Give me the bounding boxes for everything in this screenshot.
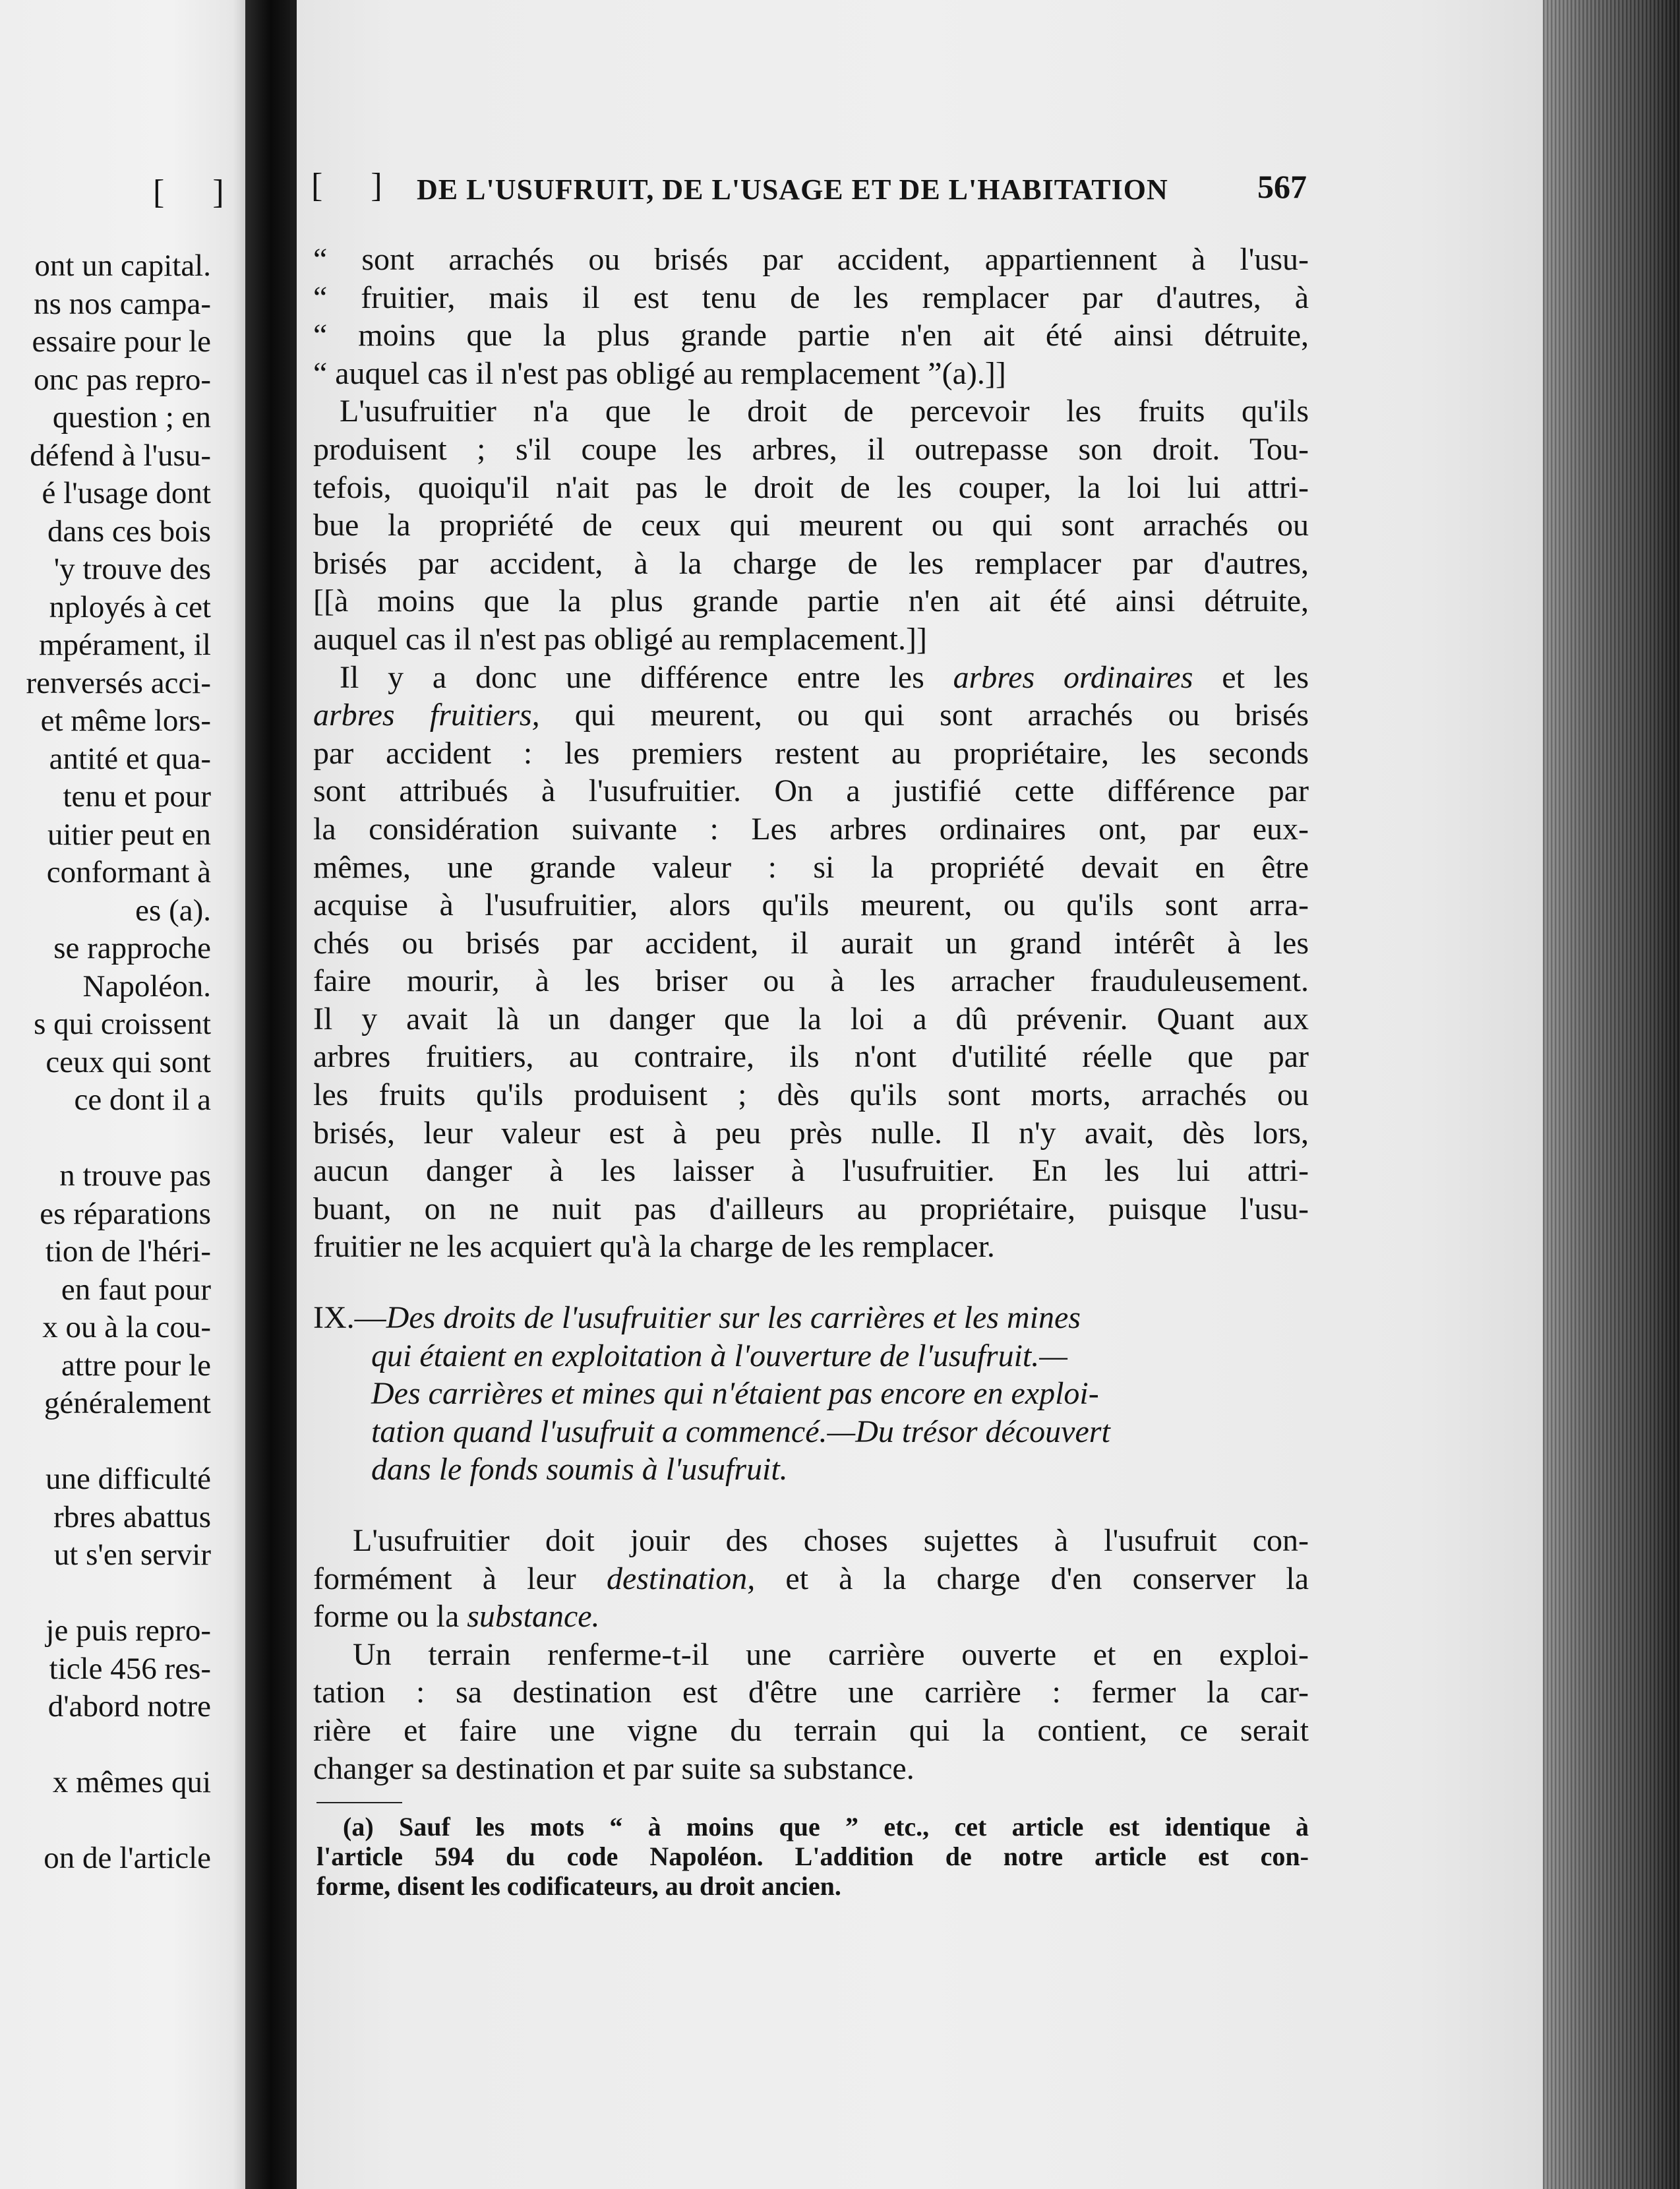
left-page-line: je puis repro- xyxy=(45,1613,211,1648)
left-page-line: ceux qui sont xyxy=(45,1044,211,1079)
quote-line: “ moins que la plus grande partie n'en ait été ainsi détruite, xyxy=(313,318,1309,353)
left-page-line: onc pas repro- xyxy=(34,362,211,397)
left-page-line: on de l'article xyxy=(44,1841,211,1875)
left-page-line: se rapproche xyxy=(53,931,211,965)
paragraph-line xyxy=(313,696,1309,735)
page-number: 567 xyxy=(1257,168,1307,205)
paragraph-line: tefois, quoiqu'il n'ait pas le droit de les couper, la loi lui attri- xyxy=(313,469,1309,505)
section-heading-line: Des carrières et mines qui n'étaient pas encore en exploi- xyxy=(371,1376,1099,1412)
italic-term: arbres ordinaires xyxy=(953,659,1193,695)
paragraph-line xyxy=(313,1598,1309,1636)
left-page-line: antité et qua- xyxy=(49,741,211,776)
paragraph-line: rière et faire une vigne du terrain qui la contient, ce serait xyxy=(313,1712,1309,1748)
quote-line: “ fruitier, mais il est tenu de les remplacer par d'autres, à xyxy=(313,280,1309,315)
paragraph-line: brisés, leur valeur est à peu près nulle. Il n'y avait, dès lors, xyxy=(313,1115,1309,1151)
left-page-line: rbres abattus xyxy=(53,1499,211,1534)
left-page-line: ut s'en servir xyxy=(53,1538,211,1572)
left-page-line: uitier peut en xyxy=(47,817,211,852)
quoted-article xyxy=(313,241,1309,392)
paragraph-line: Il y avait là un danger que la loi a dû prévenir. Quant aux xyxy=(313,1001,1309,1036)
paragraph-line: L'usufruitier doit jouir des choses sujettes à l'usufruit con- xyxy=(353,1523,1309,1558)
paragraph-line: la considération suivante : Les arbres ordinaires ont, par eux- xyxy=(313,811,1309,847)
paragraph-4 xyxy=(313,1636,1309,1787)
quote-line: “ auquel cas il n'est pas obligé au remplacement ”(a).]] xyxy=(313,355,1006,391)
text-run: Il y a donc une différence entre les xyxy=(340,659,953,695)
text-run: et les xyxy=(1193,659,1309,695)
left-page-line: en faut pour xyxy=(61,1272,211,1307)
left-page-line: 'y trouve des xyxy=(53,552,211,586)
footnote-line: forme, disent les codificateurs, au droit ancien. xyxy=(316,1871,841,1901)
left-page-line: s qui croissent xyxy=(34,1007,211,1041)
paragraph-line: fruitier ne les acquiert qu'à la charge de les remplacer. xyxy=(313,1229,995,1265)
left-page-header-brackets: [ ] xyxy=(153,173,244,211)
section-heading-line: dans le fonds soumis à l'usufruit. xyxy=(371,1452,788,1487)
left-page-line: essaire pour le xyxy=(32,324,211,359)
left-page-line: Napoléon. xyxy=(82,969,211,1004)
left-page-line: tenu et pour xyxy=(63,779,211,814)
left-page-line xyxy=(0,1726,211,1764)
left-page-line xyxy=(0,1423,211,1461)
book-page-edge xyxy=(1543,0,1680,2189)
footnote xyxy=(316,1812,1309,1901)
paragraph-1 xyxy=(313,392,1309,658)
header-brackets: [ ] xyxy=(311,167,402,204)
italic-term: substance. xyxy=(467,1599,600,1634)
left-page-line: ticle 456 res- xyxy=(49,1651,211,1686)
left-page-line: d'abord notre xyxy=(47,1689,211,1724)
paragraph-line: les fruits qu'ils produisent ; dès qu'ils sont morts, arrachés ou xyxy=(313,1077,1309,1113)
main-text xyxy=(313,241,1309,1266)
left-page-line: et même lors- xyxy=(40,704,211,738)
paragraph-line: bue la propriété de ceux qui meurent ou qui sont arrachés ou xyxy=(313,508,1309,543)
paragraph-3 xyxy=(313,1522,1309,1636)
text-run: qui meurent, ou qui sont arrachés ou brisés xyxy=(539,698,1309,733)
italic-term: arbres fruitiers, xyxy=(313,698,540,733)
left-page-line: tion de l'héri- xyxy=(45,1234,211,1269)
paragraph-line: buant, on ne nuit pas d'ailleurs au propriétaire, puisque l'usu- xyxy=(313,1191,1309,1226)
paragraph-line xyxy=(313,1560,1309,1598)
paragraph-line: aucun danger à les laisser à l'usufruitier. En les lui attri- xyxy=(313,1153,1309,1189)
running-head xyxy=(311,166,1307,212)
paragraph-line: faire mourir, à les briser ou à les arracher frauduleusement. xyxy=(313,963,1309,999)
section-number: IX.— xyxy=(313,1300,386,1335)
italic-term: destination, xyxy=(606,1561,756,1596)
left-page-line: renversés acci- xyxy=(26,665,211,700)
paragraph-line: auquel cas il n'est pas obligé au remplacement.]] xyxy=(313,621,927,657)
footnote-line: (a) Sauf les mots “ à moins que ” etc., cet article est identique à xyxy=(343,1812,1309,1842)
text-run: et à la charge d'en conserver la xyxy=(755,1561,1309,1596)
running-title: DE L'USUFRUIT, DE L'USAGE ET DE L'HABITATION xyxy=(417,173,1168,206)
paragraph-line xyxy=(313,659,1309,697)
paragraph-line: [[à moins que la plus grande partie n'en ait été ainsi détruite, xyxy=(313,584,1309,619)
paragraph-line: Un terrain renferme-t-il une carrière ouverte et en exploi- xyxy=(353,1636,1309,1672)
paragraph-line: tation : sa destination est d'être une carrière : fermer la car- xyxy=(313,1675,1309,1710)
left-page-line: conformant à xyxy=(46,855,211,889)
paragraph-line: par accident : les premiers restent au propriétaire, les seconds xyxy=(313,735,1309,771)
left-page-line: x mêmes qui xyxy=(52,1765,211,1799)
paragraph-line: mêmes, une grande valeur : si la propriété devait en être xyxy=(313,849,1309,885)
left-page-line: mpérament, il xyxy=(38,628,211,662)
left-page-line xyxy=(0,1120,211,1158)
text-run: forme ou la xyxy=(313,1599,467,1634)
left-page-line: es réparations xyxy=(40,1196,211,1231)
section-heading-line: qui étaient en exploitation à l'ouverture de l'usufruit.— xyxy=(371,1338,1067,1373)
left-page-line: es (a). xyxy=(135,893,211,928)
paragraph-line: arbres fruitiers, au contraire, ils n'ont d'utilité réelle que par xyxy=(313,1039,1309,1075)
left-page-line: nployés à cet xyxy=(49,589,211,624)
paragraph-line: brisés par accident, à la charge de les remplacer par d'autres, xyxy=(313,545,1309,581)
left-page-line: dans ces bois xyxy=(47,514,211,549)
footnote-divider xyxy=(316,1802,402,1803)
book-gutter xyxy=(245,0,297,2189)
paragraph-line: L'usufruitier n'a que le droit de percevoir les fruits qu'ils xyxy=(340,394,1309,429)
left-page-line: ns nos campa- xyxy=(34,286,211,321)
left-page-line: généralement xyxy=(44,1386,211,1420)
left-page-line xyxy=(0,1574,211,1613)
paragraph-line: sont attribués à l'usufruitier. On a justifié cette différence par xyxy=(313,773,1309,809)
main-text-continued xyxy=(313,1522,1309,1787)
left-page-line: question ; en xyxy=(52,400,211,435)
left-page-line: défend à l'usu- xyxy=(30,438,211,473)
left-page-text xyxy=(0,247,211,1878)
text-run: formément à leur xyxy=(313,1561,607,1596)
paragraph-line: chés ou brisés par accident, il aurait un grand intérêt à les xyxy=(313,925,1309,961)
section-heading-line xyxy=(313,1299,1309,1337)
left-page-line: n trouve pas xyxy=(59,1158,211,1193)
paragraph-line: changer sa destination et par suite sa substance. xyxy=(313,1751,915,1786)
left-page-line: ont un capital. xyxy=(34,249,211,283)
section-title-run: Des droits de l'usufruitier sur les carrières et les mines xyxy=(386,1300,1081,1335)
left-page-line xyxy=(0,1802,211,1840)
left-page-line: une difficulté xyxy=(45,1462,211,1496)
left-page-line: x ou à la cou- xyxy=(42,1310,211,1344)
left-page-line: ce dont il a xyxy=(74,1083,211,1117)
paragraph-2 xyxy=(313,659,1309,1267)
left-page-line: attre pour le xyxy=(61,1348,211,1383)
left-page-line: é l'usage dont xyxy=(42,476,211,510)
left-page xyxy=(0,0,245,2189)
section-heading-line: tation quand l'usufruit a commencé.—Du trésor découvert xyxy=(371,1414,1110,1449)
paragraph-line: acquise à l'usufruitier, alors qu'ils meurent, ou qu'ils sont arra- xyxy=(313,887,1309,923)
paragraph-line: produisent ; s'il coupe les arbres, il outrepasse son droit. Tou- xyxy=(313,431,1309,467)
quote-line: “ sont arrachés ou brisés par accident, appartiennent à l'usu- xyxy=(313,242,1309,277)
footnote-line: l'article 594 du code Napoléon. L'addition de notre article est con- xyxy=(316,1842,1309,1871)
section-heading xyxy=(313,1299,1309,1489)
